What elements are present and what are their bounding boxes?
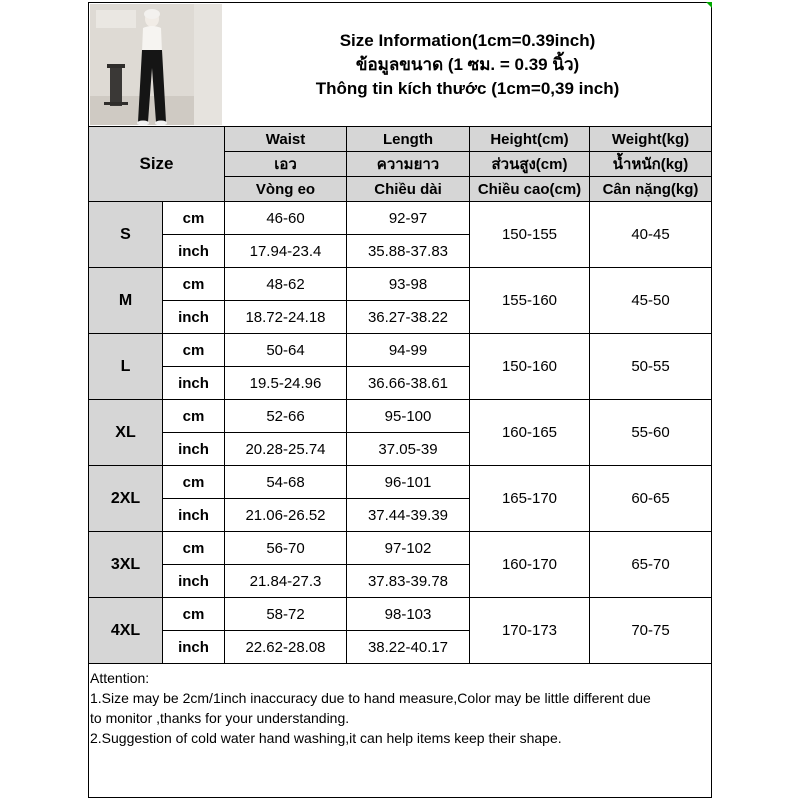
column-header-weight-th: น้ำหนัก(kg) <box>590 152 712 177</box>
length-cm-value: 97-102 <box>347 532 470 565</box>
weight-value: 70-75 <box>590 598 712 664</box>
waist-inch-value: 19.5-24.96 <box>225 367 347 400</box>
length-inch-value: 37.83-39.78 <box>347 565 470 598</box>
length-cm-value: 92-97 <box>347 202 470 235</box>
weight-value: 65-70 <box>590 532 712 598</box>
waist-cm-value: 54-68 <box>225 466 347 499</box>
weight-value: 40-45 <box>590 202 712 268</box>
unit-label-cm: cm <box>163 268 225 301</box>
size-label: 2XL <box>89 466 163 532</box>
unit-label-cm: cm <box>163 334 225 367</box>
length-cm-value: 94-99 <box>347 334 470 367</box>
waist-cm-value: 50-64 <box>225 334 347 367</box>
unit-label-cm: cm <box>163 598 225 631</box>
height-value: 160-170 <box>470 532 590 598</box>
model-wearing-pants-image <box>90 4 222 125</box>
height-value: 150-155 <box>470 202 590 268</box>
header-title-th: ข้อมูลขนาด (1 ซม. = 0.39 นิ้ว) <box>355 55 580 74</box>
product-photo <box>90 4 222 125</box>
height-value: 170-173 <box>470 598 590 664</box>
length-cm-value: 93-98 <box>347 268 470 301</box>
size-label: M <box>89 268 163 334</box>
notes-line-2: 2.Suggestion of cold water hand washing,it can help items keep their shape. <box>90 730 562 746</box>
length-inch-value: 38.22-40.17 <box>347 631 470 664</box>
waist-cm-value: 48-62 <box>225 268 347 301</box>
length-cm-value: 98-103 <box>347 598 470 631</box>
header-title-vi: Thông tin kích thước (1cm=0,39 inch) <box>315 79 620 98</box>
table-row <box>89 598 712 631</box>
waist-inch-value: 20.28-25.74 <box>225 433 347 466</box>
height-value: 150-160 <box>470 334 590 400</box>
unit-label-cm: cm <box>163 400 225 433</box>
height-value: 155-160 <box>470 268 590 334</box>
column-header-waist-en: Waist <box>225 127 347 152</box>
waist-inch-value: 21.06-26.52 <box>225 499 347 532</box>
notes-line-1b: to monitor ,thanks for your understanding. <box>90 710 350 726</box>
column-header-height-vi: Chiều cao(cm) <box>470 177 590 202</box>
column-header-waist-vi: Vòng eo <box>225 177 347 202</box>
column-header-length-th: ความยาว <box>347 152 470 177</box>
unit-label-cm: cm <box>163 202 225 235</box>
column-header-weight-vi: Cân nặng(kg) <box>590 177 712 202</box>
waist-cm-value: 52-66 <box>225 400 347 433</box>
length-inch-value: 37.44-39.39 <box>347 499 470 532</box>
size-column-header: Size <box>89 127 225 202</box>
table-row <box>89 532 712 565</box>
notes-line-1a: 1.Size may be 2cm/1inch inaccuracy due to hand measure,Color may be little different due <box>90 690 651 706</box>
size-label: 4XL <box>89 598 163 664</box>
table-row <box>89 268 712 301</box>
waist-cm-value: 46-60 <box>225 202 347 235</box>
unit-label-inch: inch <box>163 565 225 598</box>
size-label: L <box>89 334 163 400</box>
column-header-length-en: Length <box>347 127 470 152</box>
column-header-waist-th: เอว <box>225 152 347 177</box>
table-row <box>89 334 712 367</box>
size-label: S <box>89 202 163 268</box>
column-header-height-th: ส่วนสูง(cm) <box>470 152 590 177</box>
attention-notes <box>90 668 710 748</box>
unit-label-cm: cm <box>163 532 225 565</box>
weight-value: 60-65 <box>590 466 712 532</box>
weight-value: 45-50 <box>590 268 712 334</box>
size-label: XL <box>89 400 163 466</box>
unit-label-inch: inch <box>163 631 225 664</box>
height-value: 165-170 <box>470 466 590 532</box>
length-cm-value: 96-101 <box>347 466 470 499</box>
table-row <box>89 400 712 433</box>
length-cm-value: 95-100 <box>347 400 470 433</box>
waist-cm-value: 56-70 <box>225 532 347 565</box>
unit-label-inch: inch <box>163 433 225 466</box>
weight-value: 55-60 <box>590 400 712 466</box>
height-value: 160-165 <box>470 400 590 466</box>
unit-label-inch: inch <box>163 367 225 400</box>
unit-label-inch: inch <box>163 499 225 532</box>
waist-inch-value: 17.94-23.4 <box>225 235 347 268</box>
column-header-length-vi: Chiều dài <box>347 177 470 202</box>
waist-inch-value: 22.62-28.08 <box>225 631 347 664</box>
column-header-height-en: Height(cm) <box>470 127 590 152</box>
length-inch-value: 36.66-38.61 <box>347 367 470 400</box>
length-inch-value: 35.88-37.83 <box>347 235 470 268</box>
length-inch-value: 37.05-39 <box>347 433 470 466</box>
length-inch-value: 36.27-38.22 <box>347 301 470 334</box>
waist-inch-value: 18.72-24.18 <box>225 301 347 334</box>
unit-label-cm: cm <box>163 466 225 499</box>
column-header-weight-en: Weight(kg) <box>590 127 712 152</box>
size-table <box>88 126 712 664</box>
unit-label-inch: inch <box>163 235 225 268</box>
waist-inch-value: 21.84-27.3 <box>225 565 347 598</box>
size-info-header <box>224 4 711 126</box>
waist-cm-value: 58-72 <box>225 598 347 631</box>
header-title-en: Size Information(1cm=0.39inch) <box>339 31 596 50</box>
size-label: 3XL <box>89 532 163 598</box>
table-row <box>89 202 712 235</box>
notes-title: Attention: <box>90 670 150 686</box>
weight-value: 50-55 <box>590 334 712 400</box>
table-row <box>89 466 712 499</box>
unit-label-inch: inch <box>163 301 225 334</box>
